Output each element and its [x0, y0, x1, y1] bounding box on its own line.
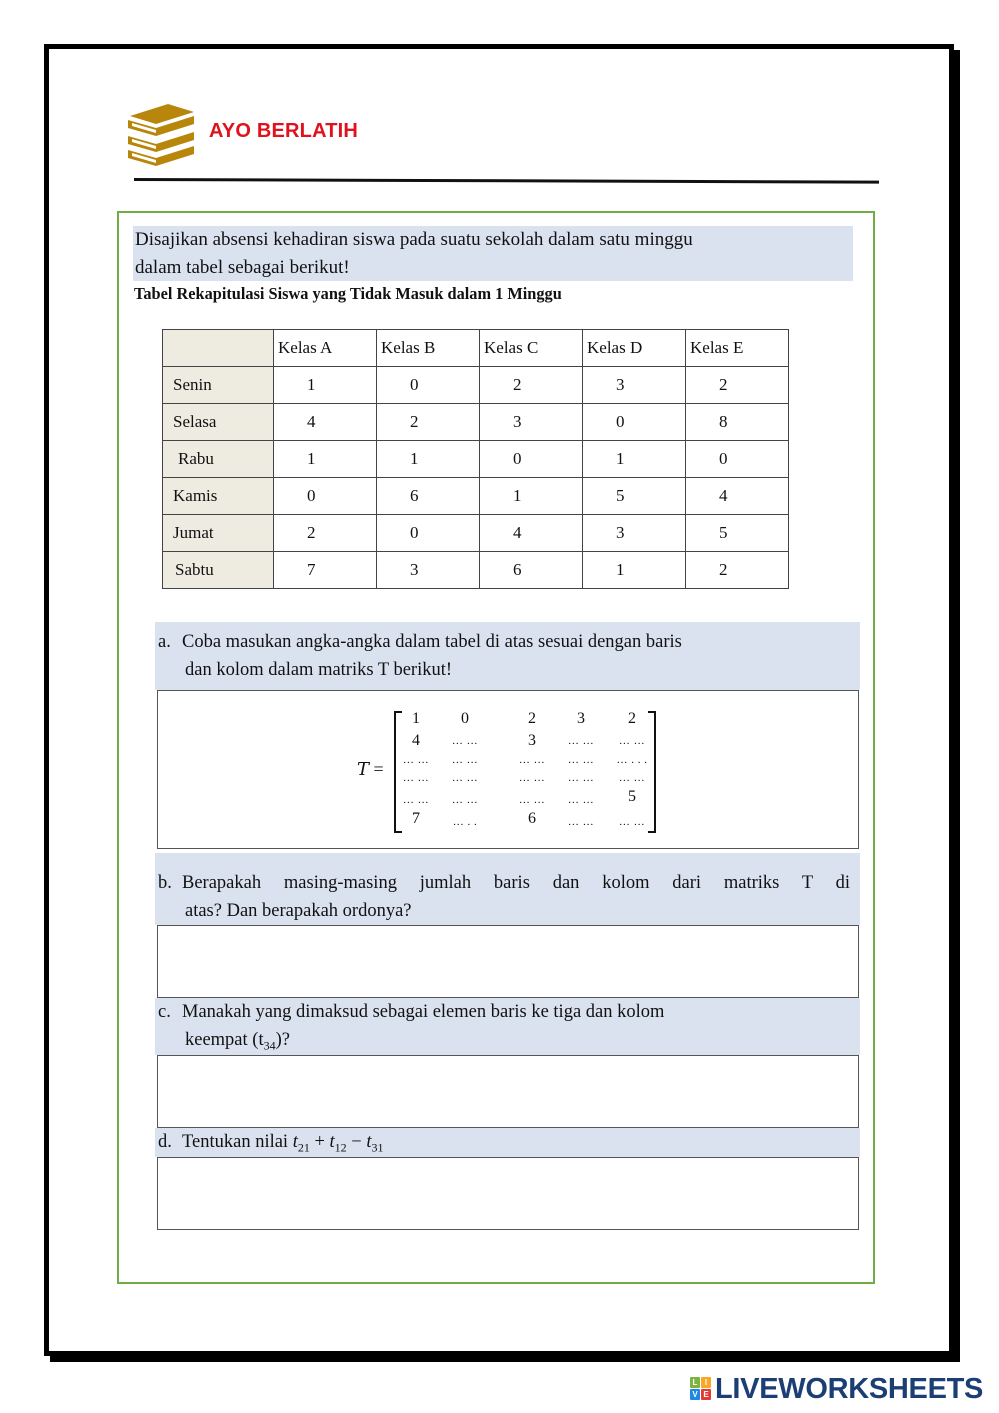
row-label: Kamis — [163, 478, 274, 515]
table-title: Tabel Rekapitulasi Siswa yang Tidak Masuk dalam 1 Minggu — [134, 284, 562, 303]
table-row — [163, 441, 789, 478]
question-number: d. — [158, 1132, 172, 1152]
question-b — [155, 853, 860, 925]
table-cell: 8 — [686, 404, 789, 441]
table-cell: 2 — [686, 367, 789, 404]
matrix-cell[interactable]: … … — [618, 772, 646, 784]
matrix-cell[interactable]: … … — [518, 772, 546, 784]
matrix-cell[interactable]: … … — [518, 794, 546, 806]
matrix-cell[interactable]: … … — [567, 754, 595, 766]
question-d-text: Tentukan nilai — [182, 1132, 293, 1152]
matrix-cell[interactable]: … … — [567, 794, 595, 806]
question-b-line-2: atas? Dan berapakah ordonya? — [185, 901, 412, 921]
absence-table — [162, 329, 789, 589]
table-row — [163, 478, 789, 515]
matrix-row — [402, 787, 647, 807]
table-cell: 4 — [274, 404, 377, 441]
matrix-cell[interactable]: … … — [402, 772, 430, 784]
table-cell: 5 — [583, 478, 686, 515]
table-cell: 3 — [377, 552, 480, 589]
question-a-line-1: Coba masukan angka-angka dalam tabel di atas sesuai dengan baris — [182, 632, 682, 652]
section-title: AYO BERLATIH — [209, 120, 359, 142]
matrix-cell[interactable]: … … — [451, 772, 479, 784]
question-a-line-2: dan kolom dalam matriks T berikut! — [185, 660, 453, 680]
answer-box-d[interactable] — [157, 1157, 859, 1230]
table-header-row — [163, 330, 789, 367]
question-a — [155, 622, 860, 690]
matrix-cell[interactable]: … . . — [452, 816, 478, 828]
row-label: Selasa — [163, 404, 274, 441]
column-header: Kelas E — [686, 330, 789, 367]
table-cell: 1 — [377, 441, 480, 478]
table-cell: 0 — [377, 367, 480, 404]
table-corner-cell — [163, 330, 274, 367]
matrix-cell[interactable]: … … — [451, 794, 479, 806]
row-label: Rabu — [163, 441, 274, 478]
matrix-row — [402, 731, 647, 751]
table-cell: 6 — [377, 478, 480, 515]
table-cell: 4 — [686, 478, 789, 515]
question-c — [155, 998, 860, 1055]
table-cell: 1 — [480, 478, 583, 515]
table-cell: 6 — [480, 552, 583, 589]
row-label: Senin — [163, 367, 274, 404]
matrix-cell[interactable]: … … — [567, 816, 595, 828]
table-cell: 0 — [686, 441, 789, 478]
intro-line-2: dalam tabel sebagai berikut! — [135, 257, 350, 278]
table-cell: 0 — [583, 404, 686, 441]
section-header — [124, 100, 424, 170]
answer-box-c[interactable] — [157, 1055, 859, 1128]
table-cell: 3 — [583, 367, 686, 404]
column-header: Kelas B — [377, 330, 480, 367]
intro-text — [133, 226, 853, 281]
table-cell: 0 — [480, 441, 583, 478]
table-row — [163, 515, 789, 552]
table-row — [163, 367, 789, 404]
column-header: Kelas A — [274, 330, 377, 367]
table-cell: 1 — [274, 367, 377, 404]
logo-squares-icon: L I V E — [690, 1377, 712, 1401]
matrix-row — [402, 769, 647, 787]
matrix-row — [402, 809, 647, 829]
matrix-cell[interactable]: 0 — [461, 710, 469, 727]
question-d — [155, 1128, 860, 1157]
matrix-cell[interactable]: … … — [451, 735, 479, 747]
matrix-cell[interactable]: 1 — [412, 710, 420, 727]
table-cell: 1 — [583, 441, 686, 478]
question-number: c. — [158, 1002, 171, 1022]
logo-text: LIVEWORKSHEETS — [715, 1373, 984, 1405]
matrix-cell[interactable]: 4 — [412, 732, 420, 749]
matrix-cell[interactable]: … … — [402, 754, 430, 766]
table-cell: 2 — [274, 515, 377, 552]
row-label: Jumat — [163, 515, 274, 552]
question-number: a. — [158, 632, 171, 652]
column-header: Kelas D — [583, 330, 686, 367]
matrix-cell[interactable]: … … — [618, 816, 646, 828]
matrix-T — [357, 709, 657, 834]
matrix-cell[interactable]: … … — [567, 772, 595, 784]
table-cell: 2 — [686, 552, 789, 589]
matrix-row — [402, 751, 647, 769]
table-cell: 2 — [377, 404, 480, 441]
matrix-cell[interactable]: … … — [567, 735, 595, 747]
question-d-expression: $t_{21} + t_{12} - t_{31}$ — [292, 1132, 384, 1155]
matrix-cell[interactable]: 3 — [577, 710, 585, 727]
matrix-cell[interactable]: … … — [402, 794, 430, 806]
table-cell: 3 — [583, 515, 686, 552]
stacked-books-icon — [124, 102, 196, 166]
matrix-cell[interactable]: … … — [518, 754, 546, 766]
liveworksheets-logo — [690, 1375, 990, 1405]
matrix-cell[interactable]: 5 — [628, 788, 636, 805]
table-cell: 0 — [377, 515, 480, 552]
table-cell: 1 — [274, 441, 377, 478]
intro-line-1: Disajikan absensi kehadiran siswa pada suatu sekolah dalam satu minggu — [135, 229, 693, 250]
matrix-grid — [402, 709, 647, 829]
matrix-cell[interactable]: … … — [618, 735, 646, 747]
matrix-lhs: T = — [357, 759, 384, 780]
matrix-row — [402, 709, 647, 729]
column-header: Kelas C — [480, 330, 583, 367]
question-c-line-1: Manakah yang dimaksud sebagai elemen baris ke tiga dan kolom — [182, 1002, 665, 1022]
question-b-line-1: Berapakah masing-masing jumlah baris dan kolom dari matriks T di — [182, 873, 850, 893]
table-row — [163, 552, 789, 589]
answer-box-b[interactable] — [157, 925, 859, 998]
table-cell: 4 — [480, 515, 583, 552]
question-c-line-2: keempat $(t_{34})$? — [185, 1030, 290, 1053]
matrix-cell[interactable]: 6 — [528, 810, 536, 827]
question-number: b. — [158, 873, 172, 893]
table-cell: 2 — [480, 367, 583, 404]
matrix-cell[interactable]: 3 — [528, 732, 536, 749]
table-cell: 7 — [274, 552, 377, 589]
row-label: Sabtu — [163, 552, 274, 589]
table-cell: 0 — [274, 478, 377, 515]
matrix-cell[interactable]: 7 — [412, 810, 420, 827]
table-cell: 3 — [480, 404, 583, 441]
table-row — [163, 404, 789, 441]
table-cell: 5 — [686, 515, 789, 552]
matrix-cell[interactable]: … . . . — [616, 754, 648, 766]
matrix-cell[interactable]: … … — [451, 754, 479, 766]
table-cell: 1 — [583, 552, 686, 589]
matrix-cell[interactable]: 2 — [628, 710, 636, 727]
matrix-cell[interactable]: 2 — [528, 710, 536, 727]
